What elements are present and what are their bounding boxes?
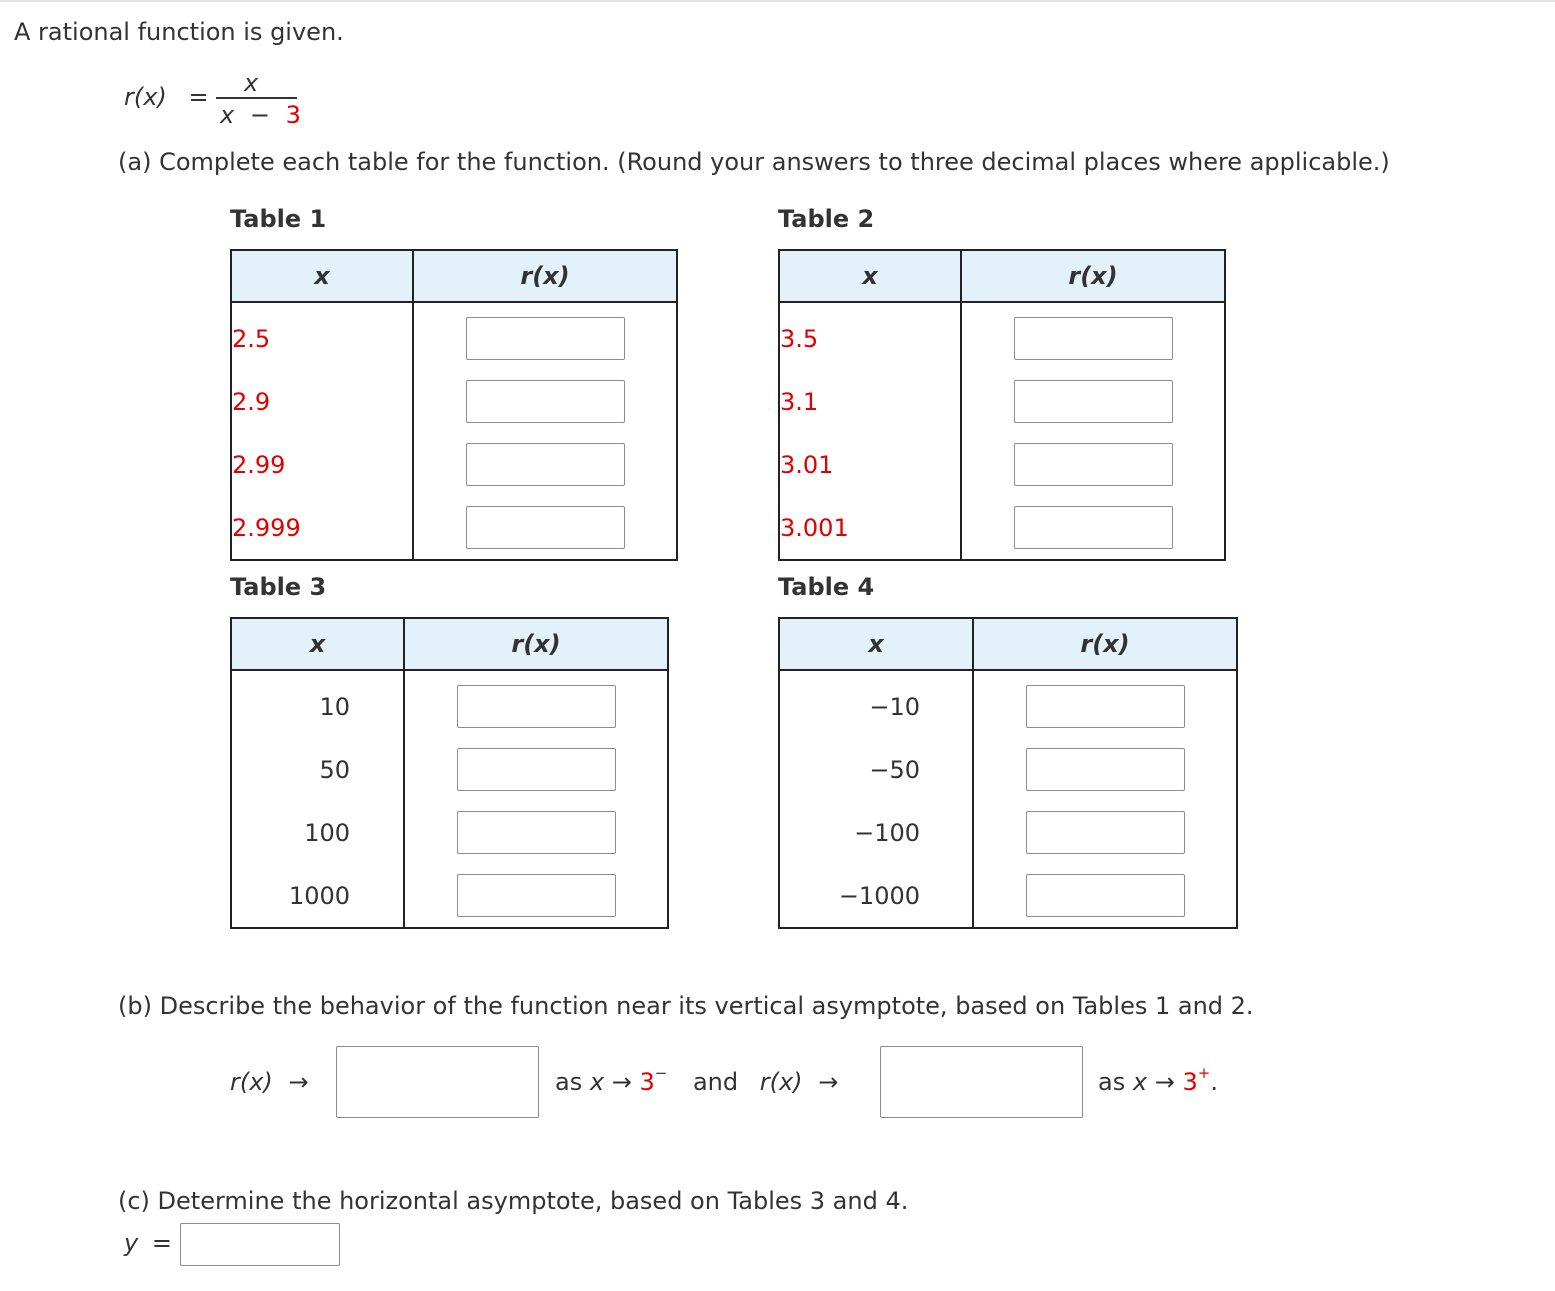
function-denominator <box>220 101 301 129</box>
right-limit-input[interactable] <box>880 1046 1083 1118</box>
table-row <box>779 738 1237 801</box>
x-value: 3.001 <box>780 513 849 542</box>
y-equals-label <box>124 1229 172 1257</box>
rx-answer-input[interactable] <box>1014 443 1173 486</box>
part-c-instruction: (c) Determine the horizontal asymptote, based on Tables 3 and 4. <box>118 1187 909 1215</box>
table-2 <box>778 249 1226 561</box>
col-rx-header: r(x) <box>413 250 677 302</box>
denominator-var: x <box>220 101 235 129</box>
rx-cell <box>413 496 677 560</box>
table-4-label: Table 4 <box>778 573 875 601</box>
table-4 <box>778 617 1238 929</box>
rx-answer-input[interactable] <box>1014 317 1173 360</box>
rx-cell <box>413 370 677 433</box>
intro-text: A rational function is given. <box>14 18 344 46</box>
right-superscript: + <box>1197 1064 1211 1082</box>
rx-answer-input[interactable] <box>1026 748 1185 791</box>
x-value: 2.9 <box>232 387 271 416</box>
col-x-header: x <box>231 250 413 302</box>
arrow-icon: → <box>288 1068 309 1096</box>
and-label: and <box>692 1068 739 1096</box>
rx-cell <box>404 670 668 738</box>
table-3-label: Table 3 <box>230 573 327 601</box>
table-row <box>231 433 677 496</box>
rx-cell <box>413 433 677 496</box>
col-x-header: x <box>779 618 973 670</box>
table-row <box>231 496 677 560</box>
x-value: 50 <box>319 755 350 784</box>
rx-cell <box>961 496 1225 560</box>
col-x-header: x <box>231 618 404 670</box>
rx-cell <box>973 738 1237 801</box>
table-row <box>231 302 677 370</box>
x-value: 10 <box>319 692 350 721</box>
rx-answer-input[interactable] <box>466 443 625 486</box>
rx-answer-input[interactable] <box>457 748 616 791</box>
denominator-const: 3 <box>285 101 301 129</box>
rx-answer-input[interactable] <box>457 874 616 917</box>
rx-cell <box>973 801 1237 864</box>
col-rx-header: r(x) <box>973 618 1237 670</box>
left-limit-condition <box>555 1064 839 1096</box>
rx-label: r(x) <box>230 1068 273 1096</box>
x-value: 3.1 <box>780 387 819 416</box>
rx-answer-input[interactable] <box>466 317 625 360</box>
x-value: 100 <box>304 818 350 847</box>
table-1 <box>230 249 678 561</box>
x-value: −50 <box>869 755 920 784</box>
x-value: 2.99 <box>232 450 286 479</box>
rx-answer-input[interactable] <box>1026 685 1185 728</box>
function-name: r(x) <box>124 83 167 111</box>
rx-cell <box>973 864 1237 928</box>
x-value: −1000 <box>838 881 920 910</box>
left-limit-label <box>230 1068 309 1096</box>
y-equals: = <box>151 1229 172 1257</box>
rx-cell <box>961 370 1225 433</box>
var-x: x <box>1132 1068 1148 1096</box>
rx-answer-input[interactable] <box>1014 380 1173 423</box>
right-limit-condition <box>1098 1064 1218 1096</box>
rx-answer-input[interactable] <box>466 380 625 423</box>
table-row <box>779 302 1225 370</box>
left-limit-input[interactable] <box>336 1046 539 1118</box>
col-x-header: x <box>779 250 961 302</box>
x-value: 3.01 <box>780 450 834 479</box>
table-row <box>231 864 668 928</box>
rx-answer-input[interactable] <box>1026 811 1185 854</box>
table-row <box>779 670 1237 738</box>
table-row <box>779 864 1237 928</box>
part-a-instruction: (a) Complete each table for the function. (Round your answers to three decimal places where applicable.) <box>118 148 1390 176</box>
arrow-icon: → <box>1154 1068 1175 1096</box>
table-row <box>231 738 668 801</box>
top-divider <box>0 0 1555 2</box>
table-row <box>231 670 668 738</box>
table-row <box>231 801 668 864</box>
table-row <box>779 496 1225 560</box>
rx-label: r(x) <box>759 1068 803 1096</box>
rx-cell <box>404 738 668 801</box>
rx-answer-input[interactable] <box>1026 874 1185 917</box>
fraction-bar <box>216 97 297 99</box>
limit-value: 3 <box>1182 1068 1198 1096</box>
rx-answer-input[interactable] <box>457 811 616 854</box>
denominator-op: − <box>249 101 270 129</box>
rx-answer-input[interactable] <box>457 685 616 728</box>
col-rx-header: r(x) <box>404 618 668 670</box>
part-b-instruction: (b) Describe the behavior of the function near its vertical asymptote, based on Tables 1 and 2. <box>118 992 1254 1020</box>
table-row <box>779 801 1237 864</box>
x-value: −10 <box>869 692 920 721</box>
var-x: x <box>589 1068 605 1096</box>
rx-cell <box>961 433 1225 496</box>
horizontal-asymptote-input[interactable] <box>180 1223 340 1266</box>
rx-cell <box>404 801 668 864</box>
x-value: −100 <box>854 818 920 847</box>
x-value: 2.5 <box>232 324 271 353</box>
y-label: y <box>124 1229 139 1257</box>
period: . <box>1210 1068 1218 1096</box>
as-label: as <box>555 1068 583 1096</box>
rx-cell <box>404 864 668 928</box>
as-label: as <box>1098 1068 1126 1096</box>
table-1-label: Table 1 <box>230 205 327 233</box>
arrow-icon: → <box>611 1068 632 1096</box>
arrow-icon: → <box>818 1068 839 1096</box>
rx-cell <box>973 670 1237 738</box>
table-2-label: Table 2 <box>778 205 875 233</box>
function-equals: = <box>188 83 209 111</box>
function-lhs <box>124 83 209 111</box>
x-value: 1000 <box>288 881 350 910</box>
x-value: 2.999 <box>232 513 301 542</box>
table-row <box>779 370 1225 433</box>
rx-answer-input[interactable] <box>1014 506 1173 549</box>
rx-answer-input[interactable] <box>466 506 625 549</box>
col-rx-header: r(x) <box>961 250 1225 302</box>
x-value: 3.5 <box>780 324 819 353</box>
table-3 <box>230 617 669 929</box>
left-superscript: − <box>654 1064 668 1082</box>
rx-cell <box>413 302 677 370</box>
rx-cell <box>961 302 1225 370</box>
table-row <box>231 370 677 433</box>
table-row <box>779 433 1225 496</box>
limit-value: 3 <box>639 1068 655 1096</box>
function-numerator: x <box>244 69 259 97</box>
